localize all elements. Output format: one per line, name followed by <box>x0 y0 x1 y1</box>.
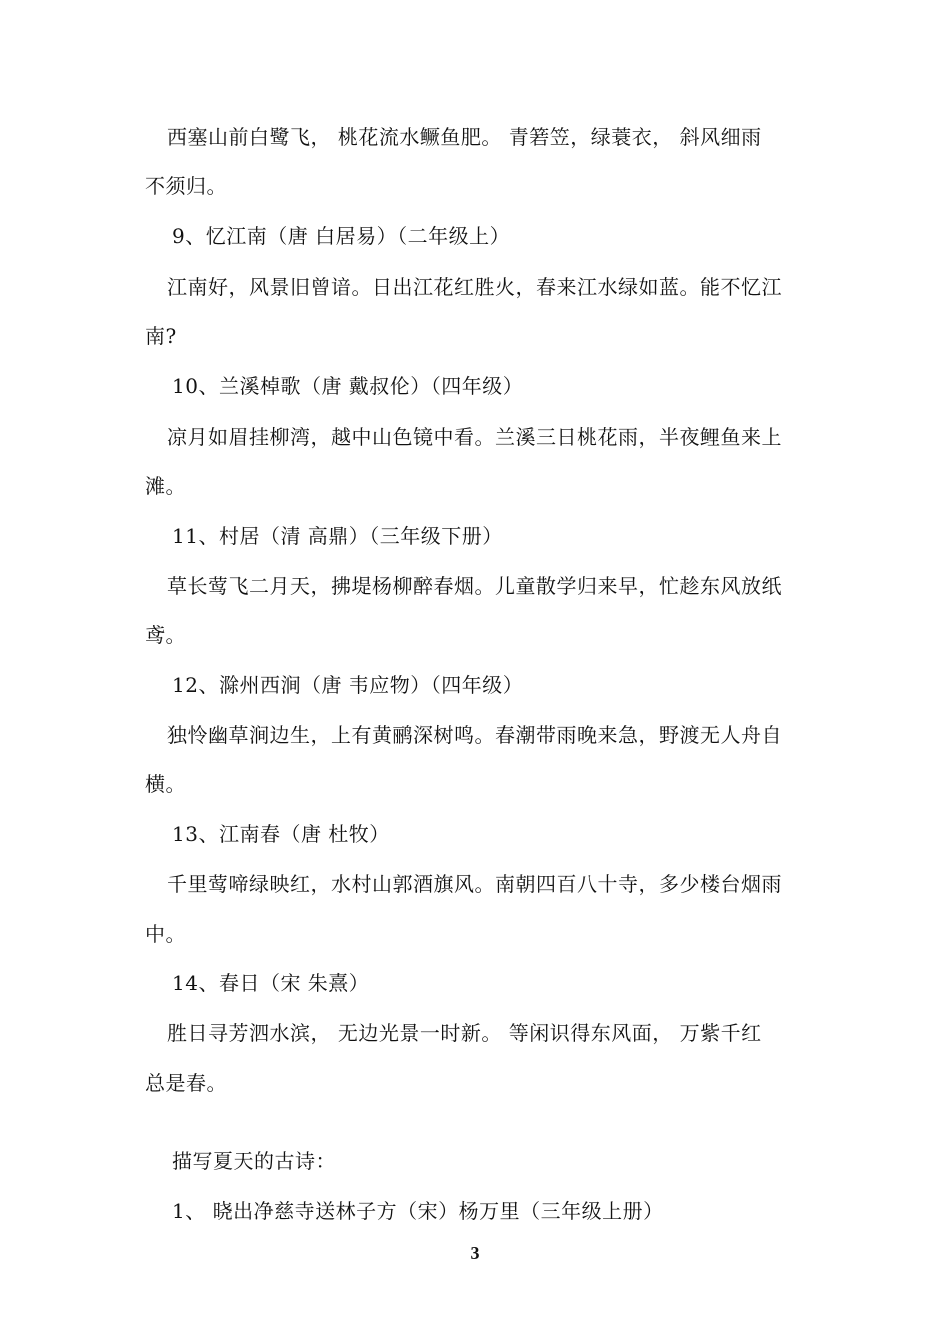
poem-line: 西塞山前白鹭飞， 桃花流水鳜鱼肥。 青箬笠，绿蓑衣， 斜风细雨 <box>167 125 762 149</box>
poem-line: 凉月如眉挂柳湾，越中山色镜中看。兰溪三日桃花雨，半夜鲤鱼来上 <box>167 425 782 449</box>
page-number: 3 <box>470 1243 480 1263</box>
poem-line: 滩。 <box>145 474 186 498</box>
section-heading: 描写夏天的古诗： <box>172 1149 336 1173</box>
poem-line: 独怜幽草涧边生，上有黄鹂深树鸣。春潮带雨晚来急，野渡无人舟自 <box>167 723 782 747</box>
poem-title: 1、 晓出净慈寺送林子方（宋）杨万里（三年级上册） <box>172 1199 664 1223</box>
poem-line: 江南好，风景旧曾谙。日出江花红胜火，春来江水绿如蓝。能不忆江 <box>167 275 782 299</box>
poem-line: 草长莺飞二月天，拂堤杨柳醉春烟。儿童散学归来早，忙趁东风放纸 <box>167 574 782 598</box>
poem-title: 11、村居（清 高鼎）（三年级下册） <box>172 524 503 548</box>
poem-line: 鸢。 <box>145 623 186 647</box>
poem-line: 横。 <box>145 772 186 796</box>
poem-line: 不须归。 <box>145 174 227 198</box>
poem-line: 中。 <box>145 922 186 946</box>
poem-title: 13、江南春（唐 杜牧） <box>172 822 390 846</box>
poem-title: 9、忆江南（唐 白居易）（二年级上） <box>172 224 511 248</box>
poem-line: 南? <box>145 324 177 348</box>
poem-title: 12、滁州西涧（唐 韦应物）（四年级） <box>172 673 524 697</box>
poem-title: 10、兰溪棹歌（唐 戴叔伦）（四年级） <box>172 374 524 398</box>
poem-line: 胜日寻芳泗水滨， 无边光景一时新。 等闲识得东风面， 万紫千红 <box>167 1021 762 1045</box>
poem-line: 千里莺啼绿映红，水村山郭酒旗风。南朝四百八十寺，多少楼台烟雨 <box>167 872 782 896</box>
poem-line: 总是春。 <box>145 1071 227 1095</box>
poem-title: 14、春日（宋 朱熹） <box>172 971 370 995</box>
